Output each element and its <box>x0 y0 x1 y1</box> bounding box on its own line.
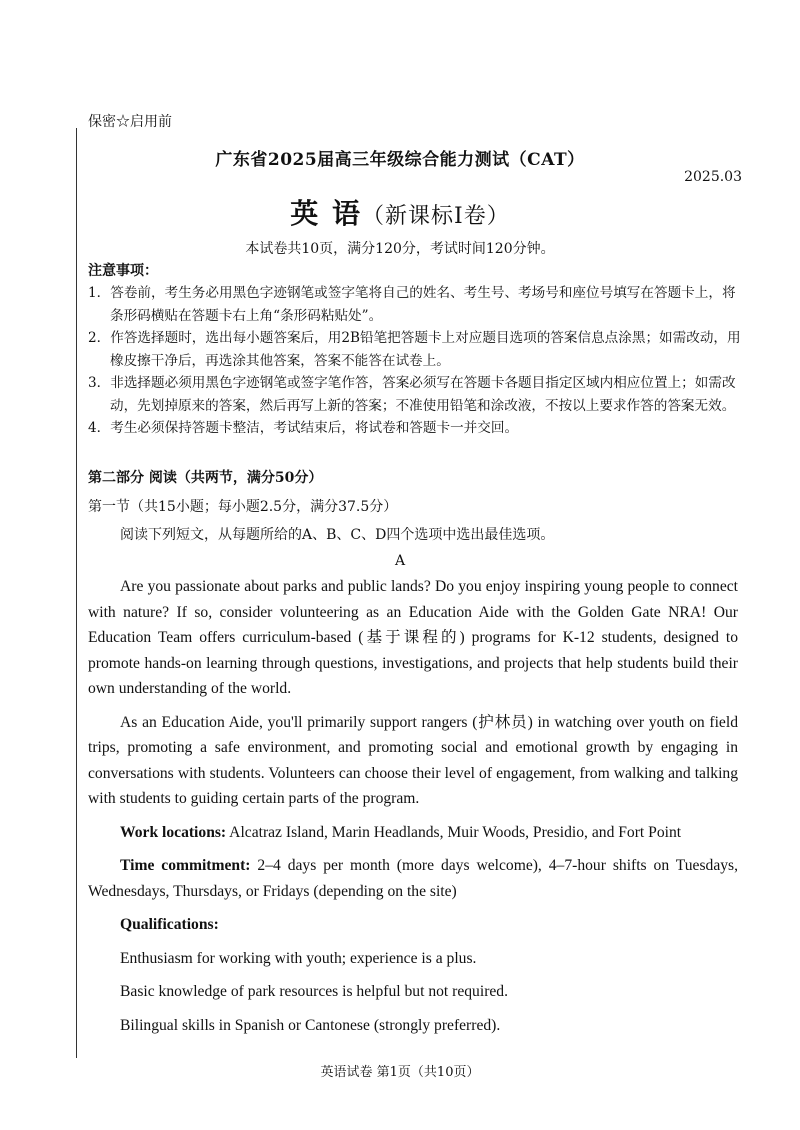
exam-date: 2025.03 <box>684 169 742 185</box>
qualifications-heading <box>88 912 738 938</box>
notice-item: 2．作答选择题时，选出每小题答案后，用2B铅笔把答题卡上对应题目选项的答案信息点涂黑；如需改动，用橡皮擦干净后，再选涂其他答案，答案不能答在试卷上。 <box>88 330 741 369</box>
subject-title <box>0 192 800 232</box>
subject-subtitle: （新课标Ⅰ卷） <box>362 204 510 229</box>
passage-paragraph: As an Education Aide, you'll primarily support rangers (护林员) in watching over youth on field trips, promoting a safe environment, and promoting social and emotional growth by engaging in conversations with students. Volunteers can choose their level of engagement, from walking and talking with students to guiding certain parts of the program. <box>88 713 738 807</box>
subject-name: 英 语 <box>290 197 363 230</box>
work-locations <box>88 820 738 846</box>
notice-heading: 注意事项： <box>88 263 158 279</box>
section-heading: 第二部分 阅读（共两节，满分50分） <box>88 470 323 486</box>
passage-a <box>88 574 738 1046</box>
notice-item: 3．非选择题必须用黑色字迹钢笔或签字笔作答，答案必须写在答题卡各题目指定区域内相应位置上；如需改动，先划掉原来的答案，然后再写上新的答案；不准使用铅笔和涂改液，不按以上要求作答的答案无效。 <box>88 375 736 414</box>
subsection-heading: 第一节（共15小题；每小题2.5分，满分37.5分） <box>88 499 398 515</box>
qualifications-label: Qualifications: <box>120 916 219 933</box>
notice-item: 1．答卷前，考生务必用黑色字迹钢笔或签字笔将自己的姓名、考生号、考场号和座位号填写在答题卡上，将条形码横贴在答题卡右上角“条形码粘贴处”。 <box>88 285 736 324</box>
exam-title: 广东省2025届高三年级综合能力测试（CAT） <box>215 150 585 170</box>
notice-item: 4．考生必须保持答题卡整洁，考试结束后，将试卷和答题卡一并交回。 <box>88 420 519 436</box>
qualification-item: Basic knowledge of park resources is helpful but not required. <box>120 983 509 1000</box>
passage-paragraph: Are you passionate about parks and public lands? Do you enjoy inspiring young people to connect with nature? If so, consider volunteering as an Education Aide with the Golden Gate NRA! Our Education Team offers curriculum-based (基于课程的) programs for K-12 students, designed to promote hands-on learning through questions, investigations, and projects that help students build their own understanding of the world. <box>88 578 738 697</box>
time-commitment-text: 2–4 days per month (more days welcome), 4–7-hour shifts on Tuesdays, Wednesdays, Thursdays, or Fridays (depending on the site) <box>88 857 739 900</box>
notice-list <box>88 282 748 440</box>
work-locations-text: Alcatraz Island, Marin Headlands, Muir Woods, Presidio, and Fort Point <box>226 823 682 841</box>
time-commitment-label: Time commitment: <box>120 857 251 874</box>
confidential-label: 保密☆启用前 <box>88 114 172 130</box>
time-commitment <box>88 853 738 904</box>
exam-info: 本试卷共10页，满分120分，考试时间120分钟。 <box>245 241 555 257</box>
work-locations-label: Work locations: <box>120 823 227 841</box>
passage-letter: A <box>394 553 406 569</box>
qualification-item: Bilingual skills in Spanish or Cantonese (strongly preferred). <box>120 1016 501 1034</box>
page-footer: 英语试卷 第1页（共10页） <box>320 1065 480 1080</box>
reading-instruction: 阅读下列短文，从每题所给的A、B、C、D四个选项中选出最佳选项。 <box>120 527 555 543</box>
margin-rule <box>76 128 77 1058</box>
qualification-item: Enthusiasm for working with youth; experience is a plus. <box>120 949 477 967</box>
